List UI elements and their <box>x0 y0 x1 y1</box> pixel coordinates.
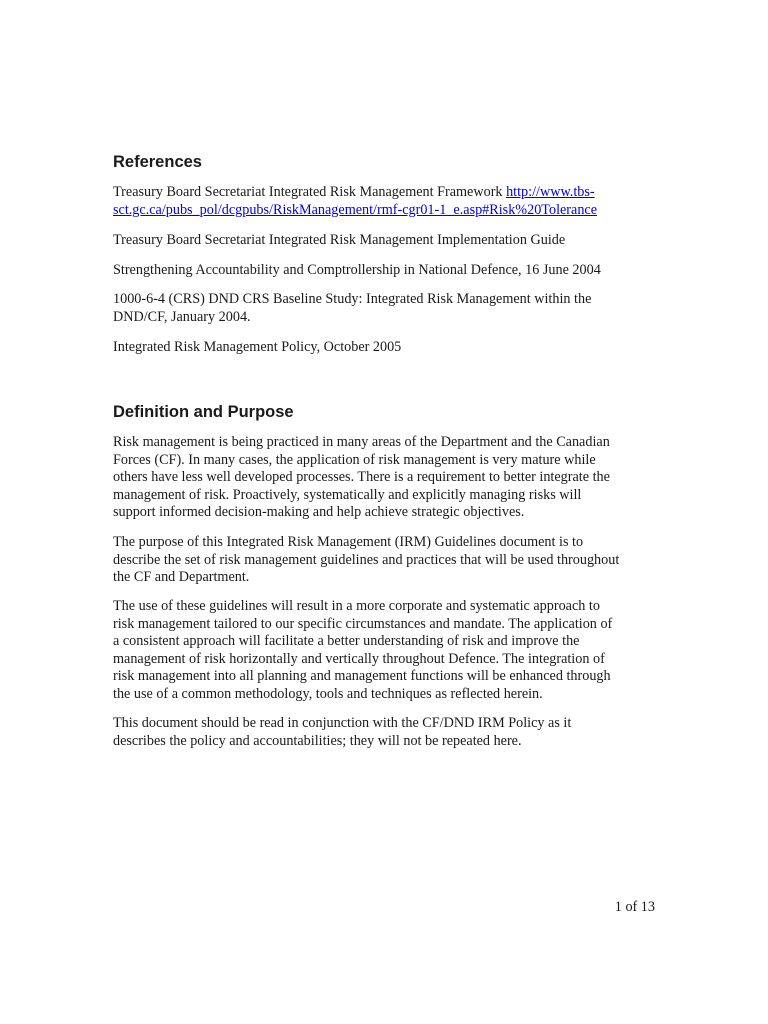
reference-5-text: Integrated Risk Management Policy, October 2005 <box>113 339 402 355</box>
reference-1-line-2 <box>113 202 673 220</box>
reference-item-5 <box>113 339 673 357</box>
paragraph-line: Risk management is being practiced in many areas of the Department and the Canadian <box>113 434 610 450</box>
reference-item-2 <box>113 232 673 250</box>
paragraph-line: describe the set of risk management guidelines and practices that will be used throughout <box>113 551 620 568</box>
reference-1-link[interactable]: http://www.tbs- <box>506 184 595 200</box>
paragraph-line: The purpose of this Integrated Risk Management (IRM) Guidelines document is to <box>113 534 584 550</box>
reference-3-text: Strengthening Accountability and Comptrollership in National Defence, 16 June 2004 <box>113 262 601 278</box>
paragraph-line: the use of a common methodology, tools and techniques as reflected herein. <box>113 685 543 702</box>
paragraph-line: Forces (CF). In many cases, the application of risk management is very mature while <box>113 451 596 468</box>
references-heading: References <box>113 153 202 171</box>
reference-2-text: Treasury Board Secretariat Integrated Risk Management Implementation Guide <box>113 232 566 248</box>
definition-heading: Definition and Purpose <box>113 403 294 421</box>
definition-paragraph-1 <box>113 434 673 522</box>
paragraph-line: support informed decision-making and help achieve strategic objectives. <box>113 504 525 521</box>
page-number: 1 of 13 <box>614 899 655 915</box>
reference-item-4 <box>113 291 673 326</box>
paragraph-line: This document should be read in conjunction with the CF/DND IRM Policy as it <box>113 715 572 731</box>
paragraph-line: describes the policy and accountabilities; they will not be repeated here. <box>113 732 522 749</box>
paragraph-line: The use of these guidelines will result in a more corporate and systematic approach to <box>113 598 600 614</box>
paragraph-line: risk management into all planning and management functions will be enhanced through <box>113 668 611 685</box>
definition-paragraph-4 <box>113 715 673 750</box>
definition-paragraph-3 <box>113 598 673 704</box>
reference-item-3 <box>113 262 673 280</box>
reference-1-text: Treasury Board Secretariat Integrated Risk Management Framework <box>113 184 507 200</box>
paragraph-line: management of risk horizontally and vertically throughout Defence. The integration of <box>113 650 605 667</box>
paragraph-line: a consistent approach will facilitate a better understanding of risk and improve the <box>113 633 580 650</box>
paragraph-line: management of risk. Proactively, systematically and explicitly managing risks will <box>113 486 582 503</box>
reference-item-1 <box>113 184 673 219</box>
reference-1-link-continued[interactable]: sct.gc.ca/pubs_pol/dcgpubs/RiskManagement/rmf-cgr01-1_e.asp#Risk%20Tolerance <box>113 201 598 218</box>
paragraph-line: risk management tailored to our specific circumstances and mandate. The application of <box>113 615 613 632</box>
reference-4-line-1: 1000-6-4 (CRS) DND CRS Baseline Study: Integrated Risk Management within the <box>113 291 592 307</box>
paragraph-line: the CF and Department. <box>113 569 250 586</box>
paragraph-line: others have less well developed processes. There is a requirement to better integrate the <box>113 469 610 486</box>
reference-4-line-2: DND/CF, January 2004. <box>113 308 251 325</box>
reference-1-line-1 <box>113 184 673 202</box>
definition-paragraph-2 <box>113 534 673 587</box>
